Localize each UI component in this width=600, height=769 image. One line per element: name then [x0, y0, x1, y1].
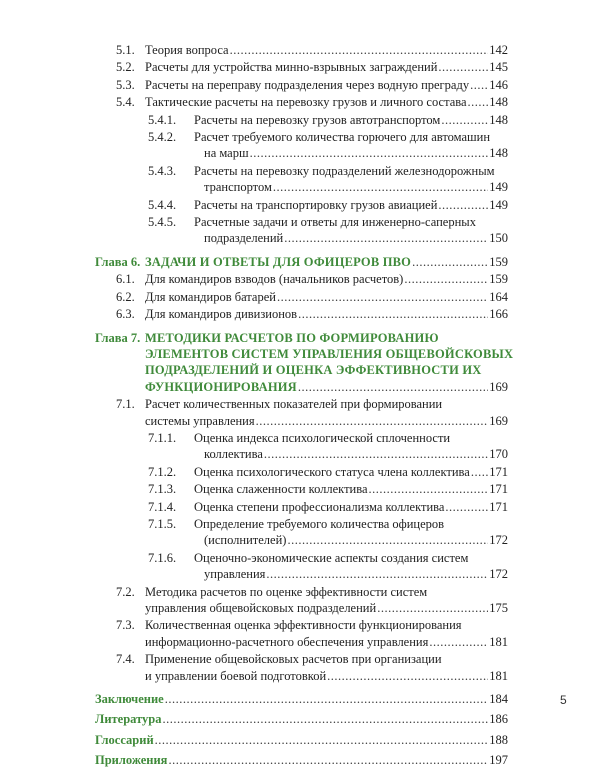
toc-entry-title: и управлении боевой подготовкой [145, 668, 327, 683]
toc-leader-dots [412, 254, 488, 270]
toc-leader-dots [369, 481, 489, 497]
toc-entry-title: Расчеты на транспортировку грузов авиацией [194, 197, 438, 212]
toc-entry-title: Тактические расчеты на перевозку грузов и личного состава [145, 95, 467, 110]
toc-entry-number: 5.4.3. [148, 163, 177, 178]
toc-leader-dots [471, 464, 488, 480]
toc-entry-title: ЭЛЕМЕНТОВ СИСТЕМ УПРАВЛЕНИЯ ОБЩЕВОЙСКОВЫХ [145, 346, 514, 361]
toc-page-number: 172 [489, 533, 508, 548]
toc-entry [0, 197, 600, 213]
toc-entry-number: 5.3. [116, 77, 135, 92]
toc-entry-number: 7.1.4. [148, 499, 177, 514]
toc-entry [0, 732, 600, 748]
toc-page-number: 148 [489, 112, 508, 127]
toc-entry-number: Глава 7. [95, 330, 141, 345]
toc-entry [0, 584, 600, 617]
toc-entry [0, 617, 600, 650]
toc-leader-dots [277, 289, 488, 305]
toc-page-number: 181 [489, 668, 508, 683]
toc-page-number: 170 [489, 447, 508, 462]
toc-entry-number: 5.1. [116, 43, 135, 57]
toc-entry [0, 396, 600, 429]
toc-entry-title: на марш [204, 146, 249, 161]
toc-leader-dots [377, 600, 488, 616]
toc-page-number: 188 [489, 732, 508, 747]
toc-entry-title: Заключение [95, 692, 164, 707]
toc-entry [0, 59, 600, 75]
toc-entry-title: Применение общевойсковых расчетов при организации [145, 652, 442, 667]
toc-leader-dots [438, 197, 488, 213]
toc-chapter [0, 330, 600, 396]
toc-leader-dots [445, 499, 488, 515]
toc-leader-dots [230, 42, 489, 58]
toc-entry [0, 499, 600, 515]
toc-entry-number: 5.4.5. [148, 215, 177, 230]
toc-entry-title: (исполнителей) [204, 533, 287, 548]
toc-entry-title: Методика расчетов по оценке эффективности систем [145, 584, 428, 599]
toc-entry-number: 6.1. [116, 272, 135, 287]
toc-entry-number: 6.2. [116, 289, 135, 304]
toc-page-number: 149 [489, 197, 508, 212]
toc-page-number: 181 [489, 634, 508, 649]
toc-entry-number: 7.1.6. [148, 550, 177, 565]
toc-page-number: 172 [489, 567, 508, 582]
toc-leader-dots [429, 634, 488, 650]
toc-entry-number: Глава 6. [95, 254, 141, 269]
toc-entry-title: Оценка индекса психологической сплоченности [194, 430, 451, 445]
toc-entry-number: 5.2. [116, 60, 135, 75]
toc-entry-title: Расчет количественных показателей при формировании [145, 397, 443, 412]
toc-entry [0, 163, 600, 196]
toc-entry [0, 430, 600, 463]
toc-page-number: 171 [489, 499, 508, 514]
toc-entry-title: Глоссарий [95, 732, 154, 747]
toc-entry [0, 752, 600, 768]
toc-entry-title: Для командиров дивизионов [145, 307, 298, 322]
toc-entry [0, 214, 600, 247]
toc-leader-dots [168, 752, 488, 768]
toc-entry [0, 271, 600, 287]
toc-page-number: 142 [489, 43, 508, 57]
toc-entry [0, 464, 600, 480]
toc-entry-title: Литература [95, 712, 162, 727]
toc-entry-number: 7.4. [116, 652, 135, 667]
toc-entry [0, 42, 600, 58]
toc-leader-dots [165, 691, 489, 707]
toc-entry-title: Оценка психологического статуса члена коллектива [194, 464, 470, 479]
toc-entry-title: Оценка слаженности коллектива [194, 482, 368, 497]
toc-entry [0, 289, 600, 305]
toc-leader-dots [468, 94, 489, 110]
toc-entry-title: управления [204, 567, 266, 582]
toc-entry-number: 7.1. [116, 397, 135, 412]
toc-page-number: 159 [489, 254, 508, 269]
toc-leader-dots [470, 77, 488, 93]
page-number: 5 [560, 693, 567, 707]
toc-page-number: 171 [489, 482, 508, 497]
toc-leader-dots [264, 446, 488, 462]
toc-page-number: 149 [489, 180, 508, 195]
toc-page-number: 169 [489, 413, 508, 428]
toc-leader-dots [404, 271, 488, 287]
toc-entry-title: Количественная оценка эффективности функционирования [145, 618, 462, 633]
toc-leader-dots [327, 668, 488, 684]
toc-entry-number: 5.4. [116, 95, 135, 110]
toc-leader-dots [273, 179, 488, 195]
toc-entry-title: Расчет требуемого количества горючего для автомашин [194, 130, 491, 145]
toc-entry-title: Для командиров взводов (начальников расчетов) [145, 272, 404, 287]
toc-entry-title: Оценка степени профессионализма коллектива [194, 499, 445, 514]
toc-entry-title: транспортом [204, 180, 272, 195]
toc-page-number: 146 [489, 77, 508, 92]
toc-page-number: 184 [489, 692, 508, 707]
toc-entry-title: Для командиров батарей [145, 289, 276, 304]
toc-leader-dots [266, 566, 488, 582]
toc-page-number: 145 [489, 60, 508, 75]
toc-page-number: 169 [489, 379, 508, 394]
toc-page-number: 186 [489, 712, 508, 727]
toc-page-number: 150 [489, 231, 508, 246]
toc-leader-dots [155, 732, 489, 748]
toc-entry [0, 306, 600, 322]
toc-entry-title: МЕТОДИКИ РАСЧЕТОВ ПО ФОРМИРОВАНИЮ [145, 330, 439, 345]
toc-entry [0, 651, 600, 684]
toc-entry-title: Расчетные задачи и ответы для инженерно-саперных [194, 215, 476, 230]
toc-leader-dots [287, 532, 488, 548]
toc-entry-title: подразделений [204, 231, 284, 246]
toc-entry [0, 711, 600, 727]
toc-entry [0, 516, 600, 549]
toc-entry-title: управления общевойсковых подразделений [145, 601, 377, 615]
toc-entry-title: коллектива [204, 447, 263, 462]
toc-leader-dots [256, 413, 489, 429]
toc-entry-title: Приложения [95, 753, 168, 768]
table-of-contents [0, 42, 600, 769]
toc-page-number: 164 [489, 289, 508, 304]
toc-page-number: 159 [489, 272, 508, 287]
toc-entry-title: Определение требуемого количества офицеров [194, 516, 445, 531]
toc-entry-number: 7.1.3. [148, 482, 177, 497]
toc-page-number: 166 [489, 307, 508, 322]
toc-entry-number: 7.3. [116, 618, 135, 633]
toc-entry-title: Оценочно-экономические аспекты создания систем [194, 550, 469, 565]
toc-entry-title: Расчеты на перевозку грузов автотранспортом [194, 112, 441, 127]
toc-entry-number: 5.4.2. [148, 130, 177, 145]
toc-leader-dots [298, 379, 488, 395]
toc-leader-dots [438, 59, 488, 75]
toc-leader-dots [298, 306, 488, 322]
toc-entry-title: информационно-расчетного обеспечения управления [145, 634, 429, 649]
toc-entry [0, 94, 600, 110]
toc-chapter [0, 254, 600, 270]
toc-page-number: 171 [489, 464, 508, 479]
toc-page-number: 175 [489, 601, 508, 615]
toc-entry-title: Расчеты на перевозку подразделений железнодорожным [194, 163, 495, 178]
toc-entry-title: ЗАДАЧИ И ОТВЕТЫ ДЛЯ ОФИЦЕРОВ ПВО [145, 254, 412, 269]
toc-entry-title: ФУНКЦИОНИРОВАНИЯ [145, 379, 297, 394]
toc-page-number: 148 [489, 95, 508, 110]
toc-entry-title: Расчеты для устройства минно-взрывных заграждений [145, 60, 438, 75]
toc-page-number: 148 [489, 146, 508, 161]
toc-entry [0, 112, 600, 128]
toc-leader-dots [441, 112, 488, 128]
toc-entry [0, 550, 600, 583]
toc-entry [0, 129, 600, 162]
toc-entry-number: 5.4.4. [148, 197, 177, 212]
toc-entry-title: ПОДРАЗДЕЛЕНИЙ И ОЦЕНКА ЭФФЕКТИВНОСТИ ИХ [145, 363, 482, 378]
toc-entry-number: 7.2. [116, 584, 135, 599]
toc-entry [0, 77, 600, 93]
toc-entry-title: Теория вопроса [145, 43, 229, 57]
toc-entry [0, 481, 600, 497]
toc-entry-number: 6.3. [116, 307, 135, 322]
toc-entry-number: 7.1.2. [148, 464, 177, 479]
toc-entry [0, 691, 600, 707]
toc-entry-title: Расчеты на переправу подразделения через водную преграду [145, 77, 470, 92]
toc-page-number: 197 [489, 753, 508, 768]
toc-leader-dots [284, 230, 488, 246]
toc-entry-number: 7.1.1. [148, 430, 177, 445]
toc-leader-dots [250, 145, 489, 161]
toc-leader-dots [163, 711, 489, 727]
toc-entry-title: системы управления [145, 413, 255, 428]
toc-entry-number: 5.4.1. [148, 112, 177, 127]
toc-entry-number: 7.1.5. [148, 516, 177, 531]
